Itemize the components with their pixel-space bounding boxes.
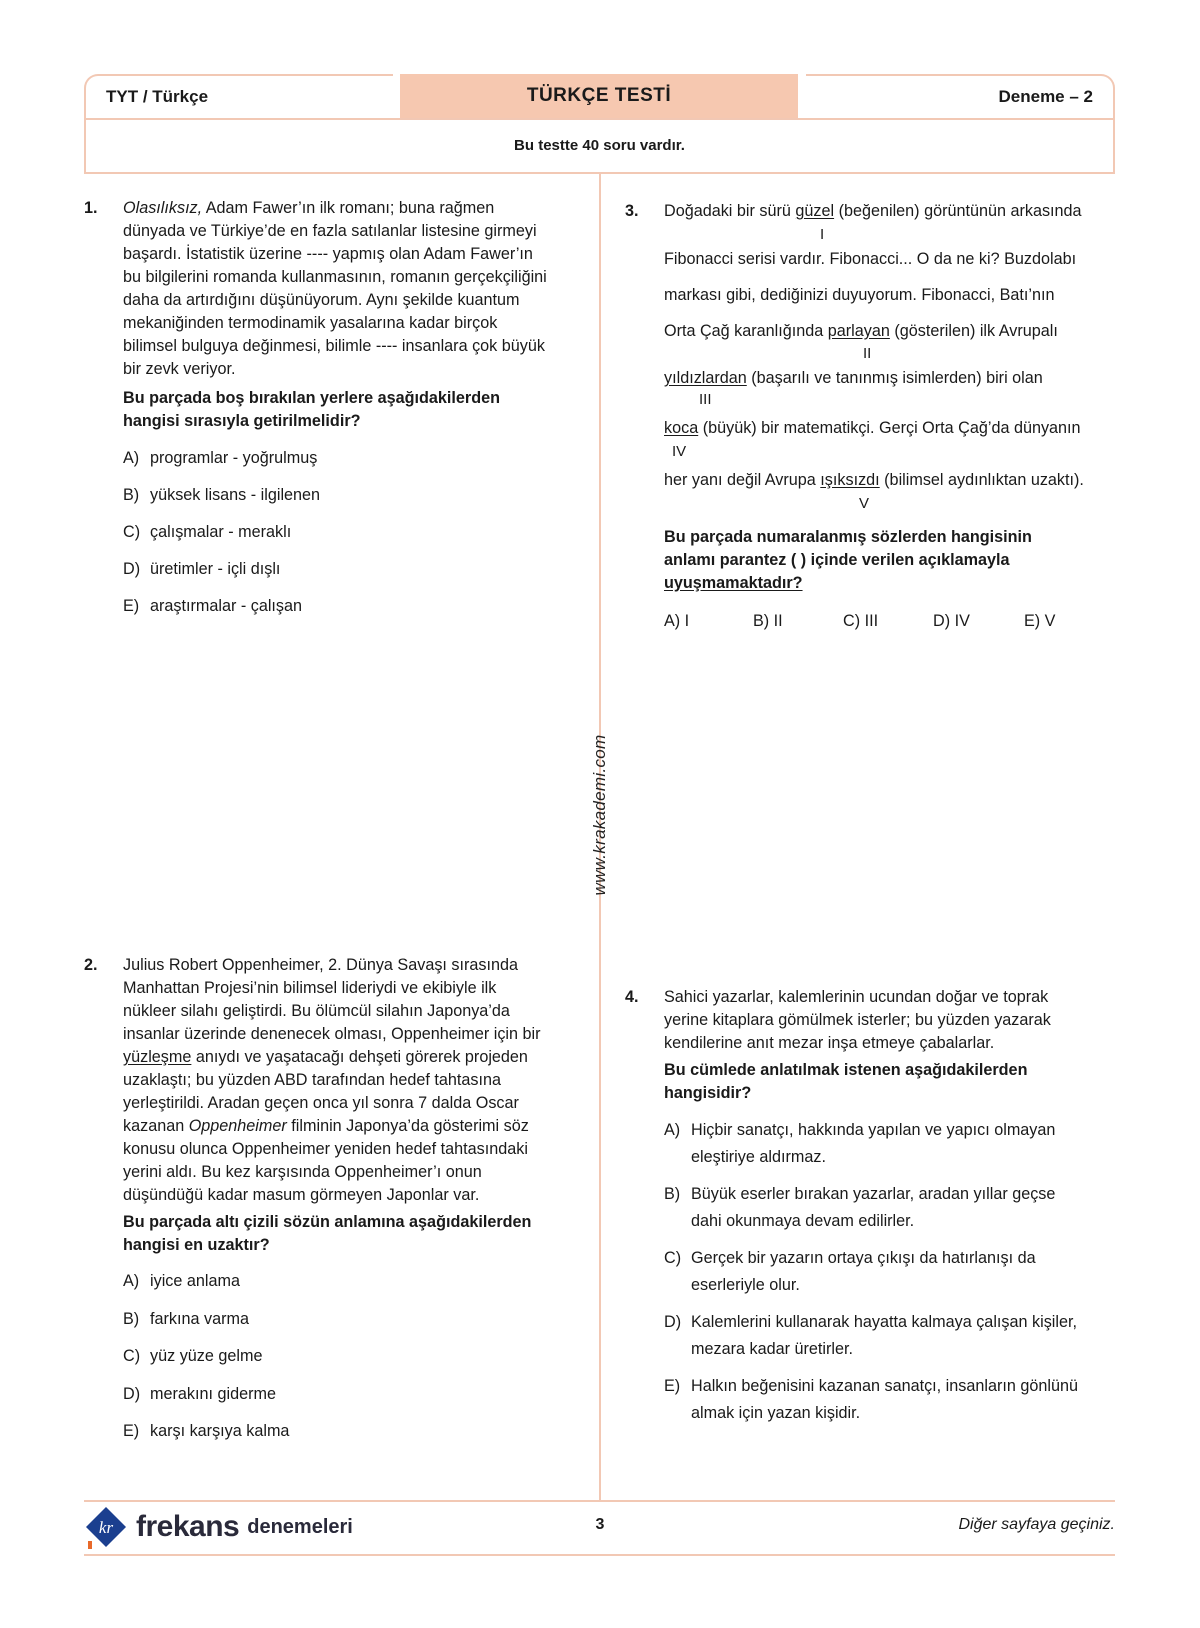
question-1 <box>84 197 584 632</box>
question-stem <box>664 1059 1125 1105</box>
option-text: Halkın beğenisini kazanan sanatçı, insanların gönlünü <box>691 1377 1078 1395</box>
option-a[interactable] <box>123 447 584 484</box>
question-passage <box>123 954 584 1207</box>
option-text: araştırmalar - çalışan <box>150 597 303 615</box>
option-letter: A) <box>123 449 140 467</box>
passage-line: yerine kitaplara gömülmek isterler; bu yüzden yazarak <box>664 1011 1051 1029</box>
passage-line: bir zevk veriyor. <box>123 360 236 378</box>
passage-text: kazanan <box>123 1117 189 1135</box>
passage-line: Fibonacci serisi vardır. Fibonacci... O da ne ki? Buzdolabı <box>664 250 1077 268</box>
answer-options <box>84 1270 584 1458</box>
passage-line: daha da artırdığını düşünüyorum. Aynı şekilde kuantum <box>123 291 520 309</box>
option-letter: A) <box>664 1121 681 1139</box>
option-letter: D) <box>123 1384 141 1403</box>
option-letter: C) <box>123 1347 141 1365</box>
option-text: karşı karşıya kalma <box>150 1422 290 1440</box>
answer-options <box>84 447 584 632</box>
watermark: www.krakademi.com <box>590 734 609 896</box>
passage-text: (gösterilen) ilk Avrupalı <box>889 322 1058 340</box>
option-text: Kalemlerini kullanarak hayatta kalmaya çalışan kişiler, <box>691 1313 1077 1331</box>
underlined-word: ışıksızdı <box>820 471 880 489</box>
stem-line: hangisidir? <box>664 1084 752 1102</box>
question-stem <box>123 1211 584 1257</box>
option-letter: C) <box>123 523 141 541</box>
option-letter: B) <box>664 1185 681 1203</box>
question-number: 1. <box>84 199 98 217</box>
question-number: 3. <box>625 202 639 220</box>
passage-line: Sahici yazarlar, kalemlerinin ucundan doğar ve toprak <box>664 988 1049 1006</box>
option-text: eleştiriye aldırmaz. <box>691 1148 826 1166</box>
option-e[interactable] <box>664 1373 1125 1437</box>
stem-line: hangisi sırasıyla getirilmelidir? <box>123 412 361 430</box>
option-letter: D) <box>664 1313 682 1331</box>
underlined-word: parlayan <box>827 322 890 340</box>
passage-italic: Olasılıksız, <box>123 199 203 217</box>
option-text: yüz yüze gelme <box>150 1347 263 1365</box>
passage-line: düşündüğü kadar masum görmeyen Japonlar var. <box>123 1186 480 1204</box>
passage-line: dünyada ve Türkiye’de en fazla satılanlar listesine girmeyi <box>123 222 537 240</box>
option-letter: B) <box>123 1309 140 1328</box>
passage-line: yerini aldı. Bu kez karşısında Oppenheimer’ı onun <box>123 1163 482 1181</box>
passage-text: Orta Çağ karanlığında <box>664 322 828 340</box>
option-letter: E) <box>664 1377 681 1395</box>
option-letter: C) <box>664 1249 682 1267</box>
question-4 <box>625 986 1125 1437</box>
option-text: üretimler - içli dışlı <box>150 560 281 578</box>
option-d[interactable] <box>123 1383 584 1421</box>
option-text: Gerçek bir yazarın ortaya çıkışı da hatırlanışı da <box>691 1249 1036 1267</box>
numeral-label: II <box>863 345 872 362</box>
passage-text: Adam Fawer’ın ilk romanı; buna rağmen <box>202 199 495 217</box>
option-letter: A) <box>123 1272 140 1290</box>
passage-line: uzaklaştı; bu yüzden ABD tarafından hedef tahtasına <box>123 1071 501 1089</box>
option-c[interactable] <box>664 1245 1125 1309</box>
header-title: TÜRKÇE TESTİ <box>400 74 798 118</box>
passage-line <box>664 320 1058 343</box>
option-text: programlar - yoğrulmuş <box>150 449 318 467</box>
passage-text: Doğadaki bir sürü <box>664 202 796 220</box>
passage-text: (beğenilen) görüntünün arkasında <box>834 202 1082 220</box>
question-passage <box>664 986 1125 1055</box>
option-letter: D) <box>123 560 141 578</box>
underlined-word: uyuşmamaktadır? <box>664 574 803 592</box>
option-e[interactable] <box>123 595 584 632</box>
passage-line: bu bilgilerini romanda kullanmasının, romanın gerçekçiliğini <box>123 268 547 286</box>
header-subtitle: Bu testte 40 soru vardır. <box>84 118 1115 174</box>
option-a[interactable] <box>123 1270 584 1308</box>
option-text: merakını giderme <box>150 1384 276 1403</box>
passage-text: filminin Japonya’da gösterimi söz <box>286 1117 529 1135</box>
numeral-label: I <box>820 226 825 243</box>
footer-divider-bottom <box>84 1554 1115 1556</box>
option-b[interactable] <box>123 484 584 521</box>
question-number: 4. <box>625 988 639 1006</box>
passage-line: bilimsel bulguya değinmesi, bilimle ---- insanlara çok büyük <box>123 337 545 355</box>
passage-line: başardı. İstatistik üzerine ---- yapmış olan Adam Fawer’ın <box>123 245 533 263</box>
next-page-note: Diğer sayfaya geçiniz. <box>958 1516 1115 1533</box>
underlined-word: koca <box>664 419 699 437</box>
passage-line: Manhattan Projesi’nin bilimsel lideriydi ve ekibiyle ilk <box>123 979 497 997</box>
option-text: iyice anlama <box>150 1272 240 1290</box>
stem-line: Bu parçada numaralanmış sözlerden hangisinin <box>664 528 1032 546</box>
stem-line: Bu parçada altı çizili sözün anlamına aşağıdakilerden <box>123 1213 532 1231</box>
option-text: mezara kadar üretirler. <box>691 1340 853 1358</box>
passage-text: (başarılı ve tanınmış isimlerden) biri olan <box>746 369 1043 387</box>
passage-text: (bilimsel aydınlıktan uzaktı). <box>879 471 1084 489</box>
option-text: dahi okunmaya devam edilirler. <box>691 1212 915 1230</box>
passage-line: nükleer silahı geliştirdi. Bu ölümcül silahın Japonya’da <box>123 1002 510 1020</box>
passage-line: Julius Robert Oppenheimer, 2. Dünya Savaşı sırasında <box>123 956 519 974</box>
numeral-label: IV <box>672 443 687 460</box>
option-c[interactable]: C) III <box>843 612 879 630</box>
stem-line: anlamı parantez ( ) içinde verilen açıklamayla <box>664 551 1010 569</box>
stem-line <box>664 572 803 595</box>
passage-line: markası gibi, dediğinizi duyuyorum. Fibonacci, Batı’nın <box>664 286 1055 304</box>
passage-text: her yanı değil Avrupa <box>664 471 821 489</box>
passage-line: konusu olunca Oppenheimer yeniden hedef tahtasındaki <box>123 1140 528 1158</box>
option-d[interactable] <box>123 558 584 595</box>
option-text: yüksek lisans - ilgilenen <box>150 486 321 504</box>
underlined-word: yüzleşme <box>123 1048 192 1066</box>
option-letter: E) <box>123 597 140 615</box>
option-text: eserleriyle olur. <box>691 1276 800 1294</box>
passage-line: insanlar üzerinde denenecek olması, Oppenheimer için bir <box>123 1025 541 1043</box>
option-a[interactable] <box>664 1117 1125 1181</box>
option-letter: E) <box>123 1422 140 1440</box>
option-a[interactable]: A) I <box>664 612 690 630</box>
header-exam-name: Deneme – 2 <box>806 74 1115 118</box>
option-text: Büyük eserler bırakan yazarlar, aradan yıllar geçse <box>691 1185 1056 1203</box>
option-d[interactable] <box>664 1309 1125 1373</box>
option-e[interactable] <box>123 1420 584 1458</box>
option-text: farkına varma <box>150 1309 249 1328</box>
passage-text: (büyük) bir matematikçi. Gerçi Orta Çağ’da dünyanın <box>698 419 1081 437</box>
underlined-word: yıldızlardan <box>664 369 747 387</box>
numeral-label: III <box>699 391 712 408</box>
option-text: almak için yazan kişidir. <box>691 1404 861 1422</box>
option-text: çalışmalar - meraklı <box>150 523 292 541</box>
option-b[interactable]: B) II <box>753 612 783 630</box>
answer-options <box>625 1117 1125 1437</box>
stem-line: Bu cümlede anlatılmak istenen aşağıdakilerden <box>664 1061 1028 1079</box>
option-b[interactable] <box>664 1181 1125 1245</box>
passage-line <box>664 469 1084 492</box>
passage-line: kendilerine anıt mezar inşa etmeye çabalarlar. <box>664 1034 995 1052</box>
page-number: 3 <box>595 1516 605 1533</box>
publisher-logo <box>84 1502 353 1552</box>
question-stem <box>123 387 584 433</box>
header-exam-type: TYT / Türkçe <box>84 74 393 118</box>
passage-line <box>664 200 1082 223</box>
option-text: Hiçbir sanatçı, hakkında yapılan ve yapıcı olmayan <box>691 1121 1056 1139</box>
passage-line: yerleştirildi. Aradan geçen onca yıl sonra 7 dalda Oscar <box>123 1094 519 1112</box>
passage-line: mekaniğinden termodinamik yasalarına kadar birçok <box>123 314 498 332</box>
numeral-label: V <box>859 495 870 512</box>
option-c[interactable] <box>123 1345 584 1383</box>
stem-line: Bu parçada boş bırakılan yerlere aşağıdakilerden <box>123 389 500 407</box>
kr-logo-icon <box>84 1505 128 1549</box>
option-e[interactable]: E) V <box>1024 612 1056 630</box>
question-2 <box>84 954 584 1458</box>
passage-line <box>664 417 1081 440</box>
stem-line: hangisi en uzaktır? <box>123 1236 270 1254</box>
option-d[interactable]: D) IV <box>933 612 970 630</box>
option-c[interactable] <box>123 521 584 558</box>
logo-badge-text: kr <box>98 1518 114 1537</box>
option-b[interactable] <box>123 1308 584 1346</box>
underlined-word: güzel <box>795 202 835 220</box>
question-number: 2. <box>84 956 98 974</box>
passage-line <box>664 367 1043 390</box>
option-letter: B) <box>123 486 140 504</box>
brand-name: frekans <box>136 1510 240 1543</box>
brand-subtitle: denemeleri <box>247 1515 353 1538</box>
passage-text: anıydı ve yaşatacağı dehşeti görerek projeden <box>191 1048 528 1066</box>
question-passage <box>123 197 584 381</box>
film-title: Oppenheimer <box>188 1117 287 1135</box>
